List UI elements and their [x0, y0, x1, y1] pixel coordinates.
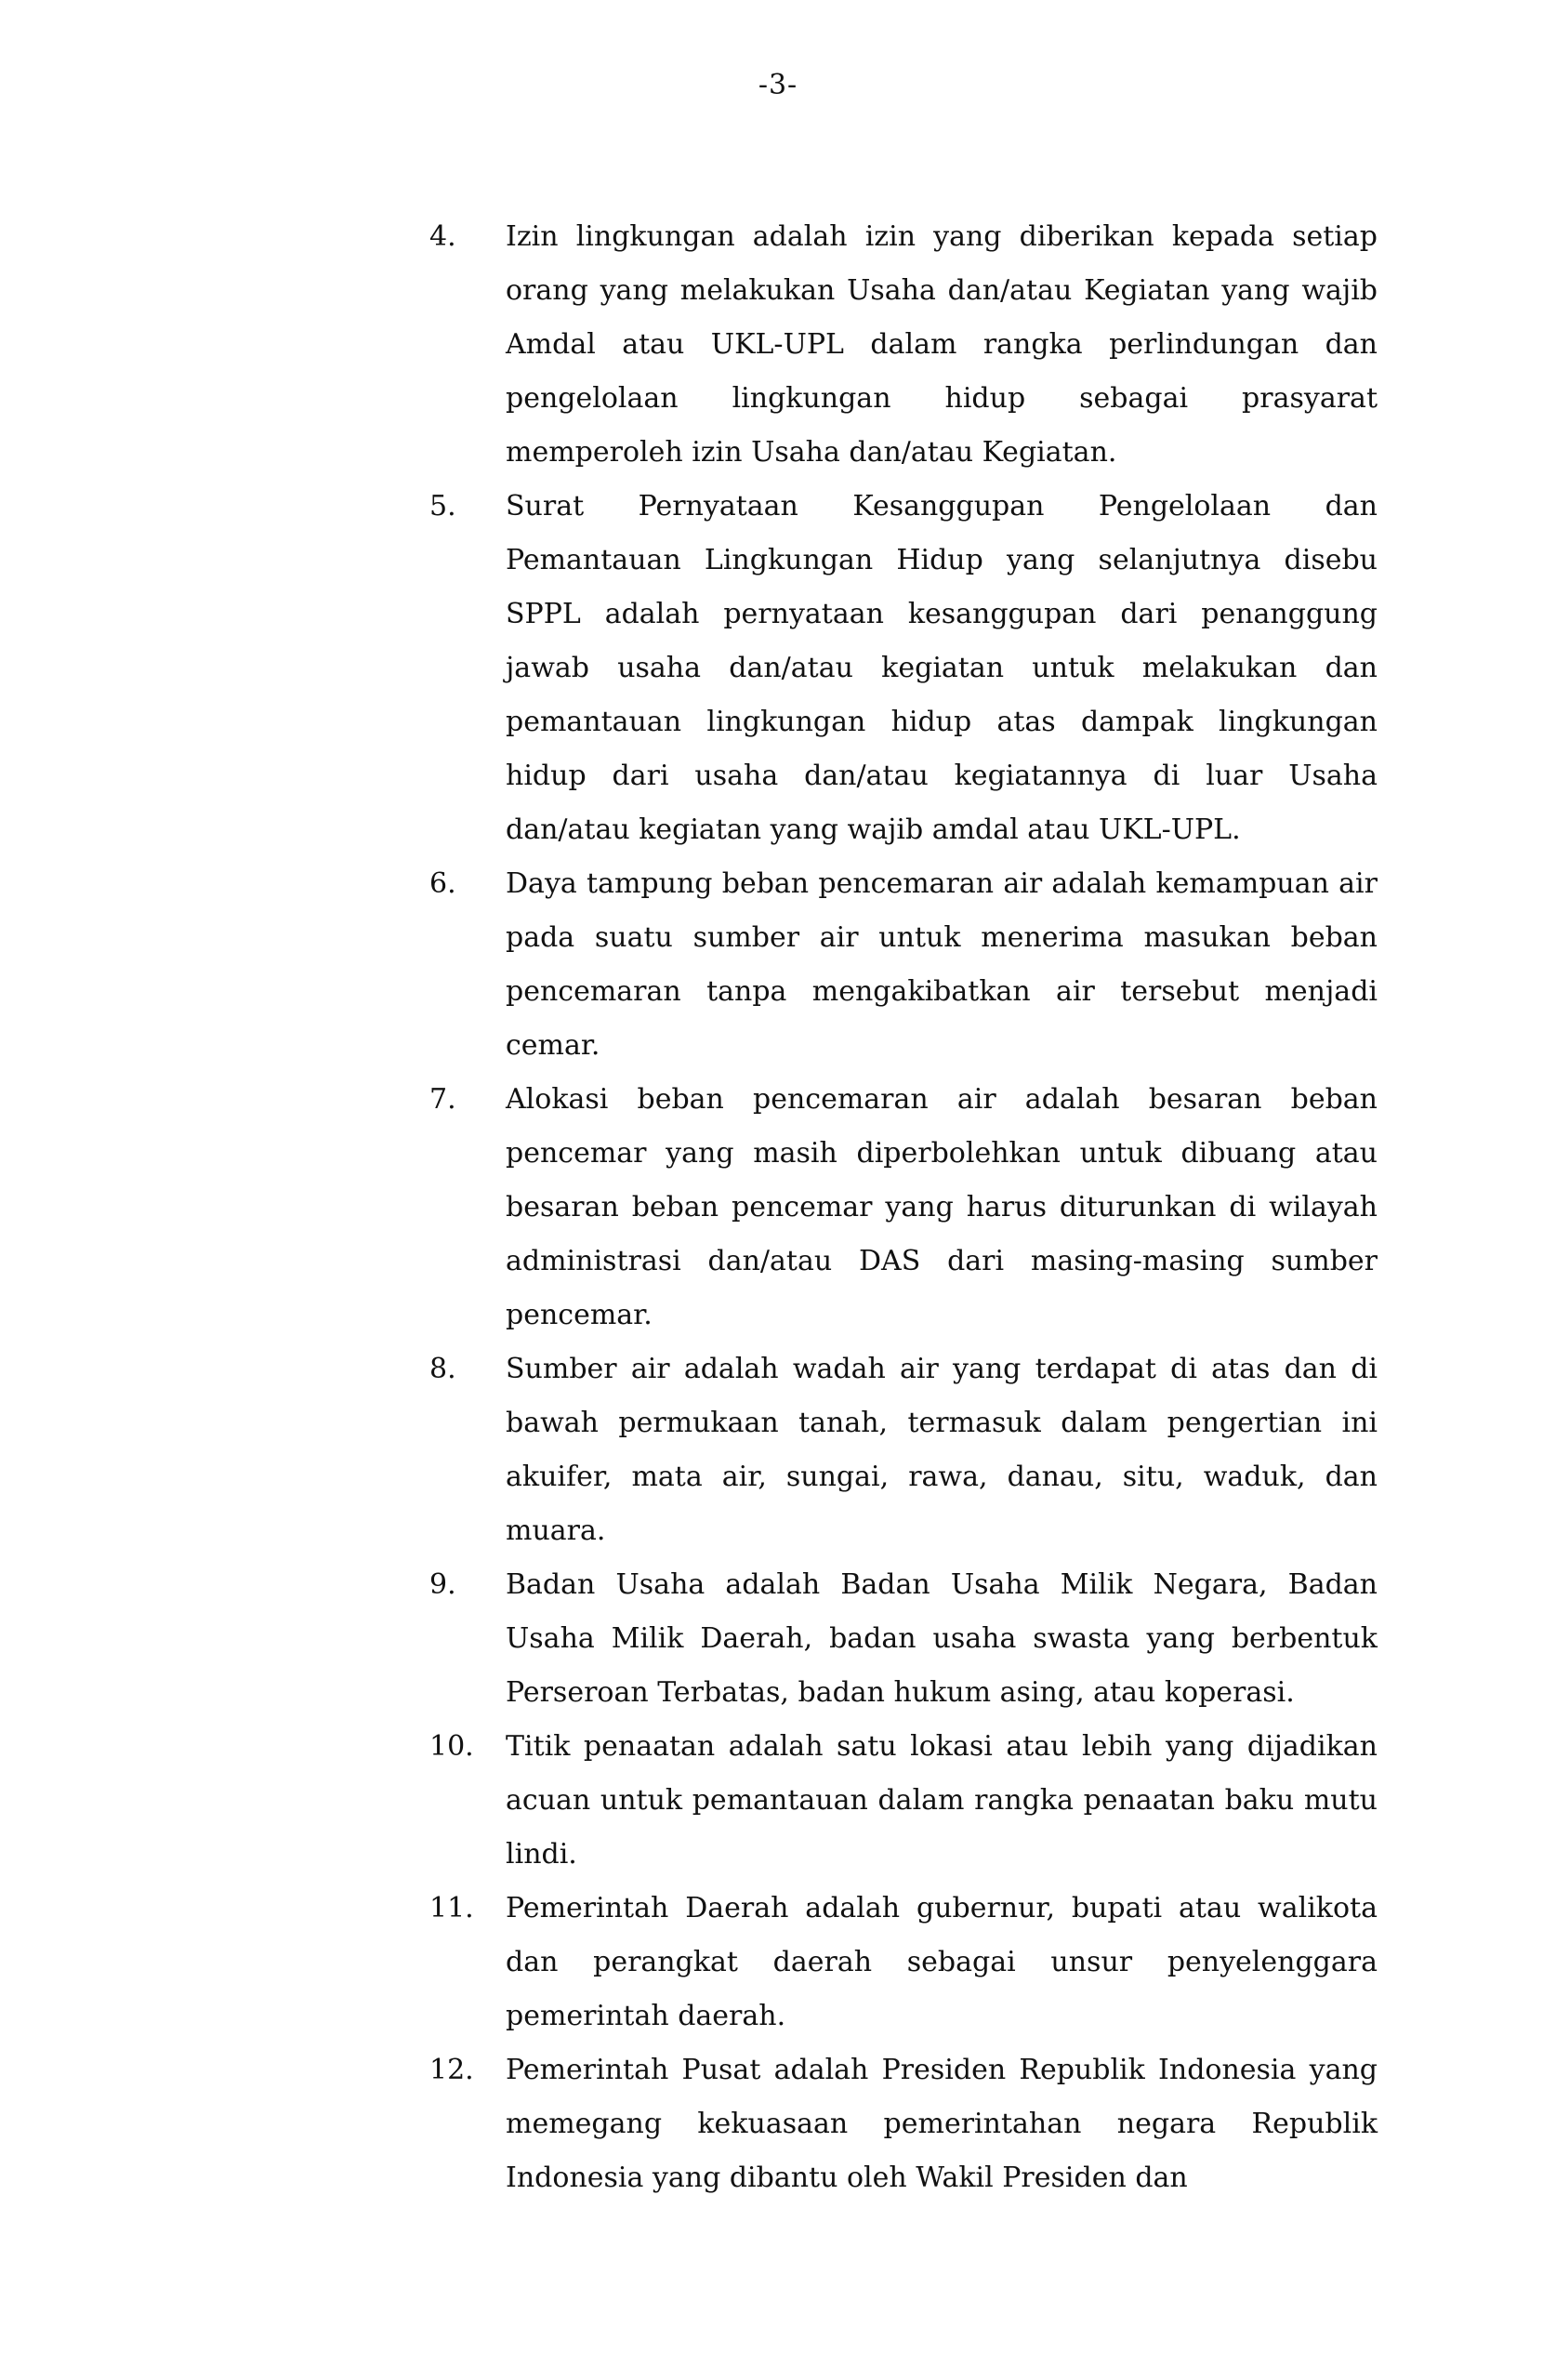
page-number: -3-	[758, 69, 798, 101]
list-item	[429, 1882, 1378, 2043]
item-text: Pemerintah Pusat adalah Presiden Republik Indonesia yang memegang kekuasaan pemerintahan negara Republik Indonesia yang dibantu oleh Wakil Presiden dan	[506, 2054, 1378, 2194]
list-item	[429, 1720, 1378, 1882]
item-number: 10.	[429, 1730, 474, 1763]
list-item	[429, 1558, 1378, 1720]
item-number: 12.	[429, 2054, 474, 2086]
item-number: 5.	[429, 490, 456, 522]
item-text: Sumber air adalah wadah air yang terdapat di atas dan di bawah permukaan tanah, termasuk dalam pengertian ini akuifer, mata air, sungai, rawa, danau, situ, waduk, dan muara.	[506, 1353, 1378, 1547]
list-item	[429, 1342, 1378, 1558]
item-text: Daya tampung beban pencemaran air adalah kemampuan air pada suatu sumber air untuk menerima masukan beban pencemaran tanpa mengakibatkan air tersebut menjadi cemar.	[506, 867, 1378, 1062]
list-item	[429, 857, 1378, 1073]
list-item	[429, 210, 1378, 480]
item-number: 4.	[429, 220, 456, 253]
item-text: Surat Pernyataan Kesanggupan Pengelolaan dan Pemantauan Lingkungan Hidup yang selanjutnya disebu SPPL adalah pernyataan kesanggupan dari penanggung jawab usaha dan/atau kegiatan untuk melakukan dan pemantauan lingkungan hidup atas dampak lingkungan hidup dari usaha dan/atau kegiatannya di luar Usaha dan/atau kegiatan yang wajib amdal atau UKL-UPL.	[506, 490, 1378, 846]
item-text: Alokasi beban pencemaran air adalah besaran beban pencemar yang masih diperbolehkan untuk dibuang atau besaran beban pencemar yang harus diturunkan di wilayah administrasi dan/atau DAS dari masing-masing sumber pencemar.	[506, 1083, 1378, 1331]
item-number: 9.	[429, 1568, 456, 1601]
item-text: Titik penaatan adalah satu lokasi atau lebih yang dijadikan acuan untuk pemantauan dalam rangka penaatan baku mutu lindi.	[506, 1730, 1378, 1871]
item-number: 8.	[429, 1353, 456, 1385]
item-number: 7.	[429, 1083, 456, 1116]
item-text: Pemerintah Daerah adalah gubernur, bupati atau walikota dan perangkat daerah sebagai unsur penyelenggara pemerintah daerah.	[506, 1892, 1378, 2032]
item-number: 11.	[429, 1892, 474, 1924]
list-item	[429, 480, 1378, 857]
item-text: Izin lingkungan adalah izin yang diberikan kepada setiap orang yang melakukan Usaha dan/atau Kegiatan yang wajib Amdal atau UKL-UPL dalam rangka perlindungan dan pengelolaan lingkungan hidup sebagai prasyarat memperoleh izin Usaha dan/atau Kegiatan.	[506, 220, 1378, 469]
list-item	[429, 2043, 1378, 2205]
list-item	[429, 1073, 1378, 1342]
item-text: Badan Usaha adalah Badan Usaha Milik Negara, Badan Usaha Milik Daerah, badan usaha swasta yang berbentuk Perseroan Terbatas, badan hukum asing, atau koperasi.	[506, 1568, 1378, 1709]
item-number: 6.	[429, 867, 456, 900]
definition-list	[429, 210, 1378, 2205]
